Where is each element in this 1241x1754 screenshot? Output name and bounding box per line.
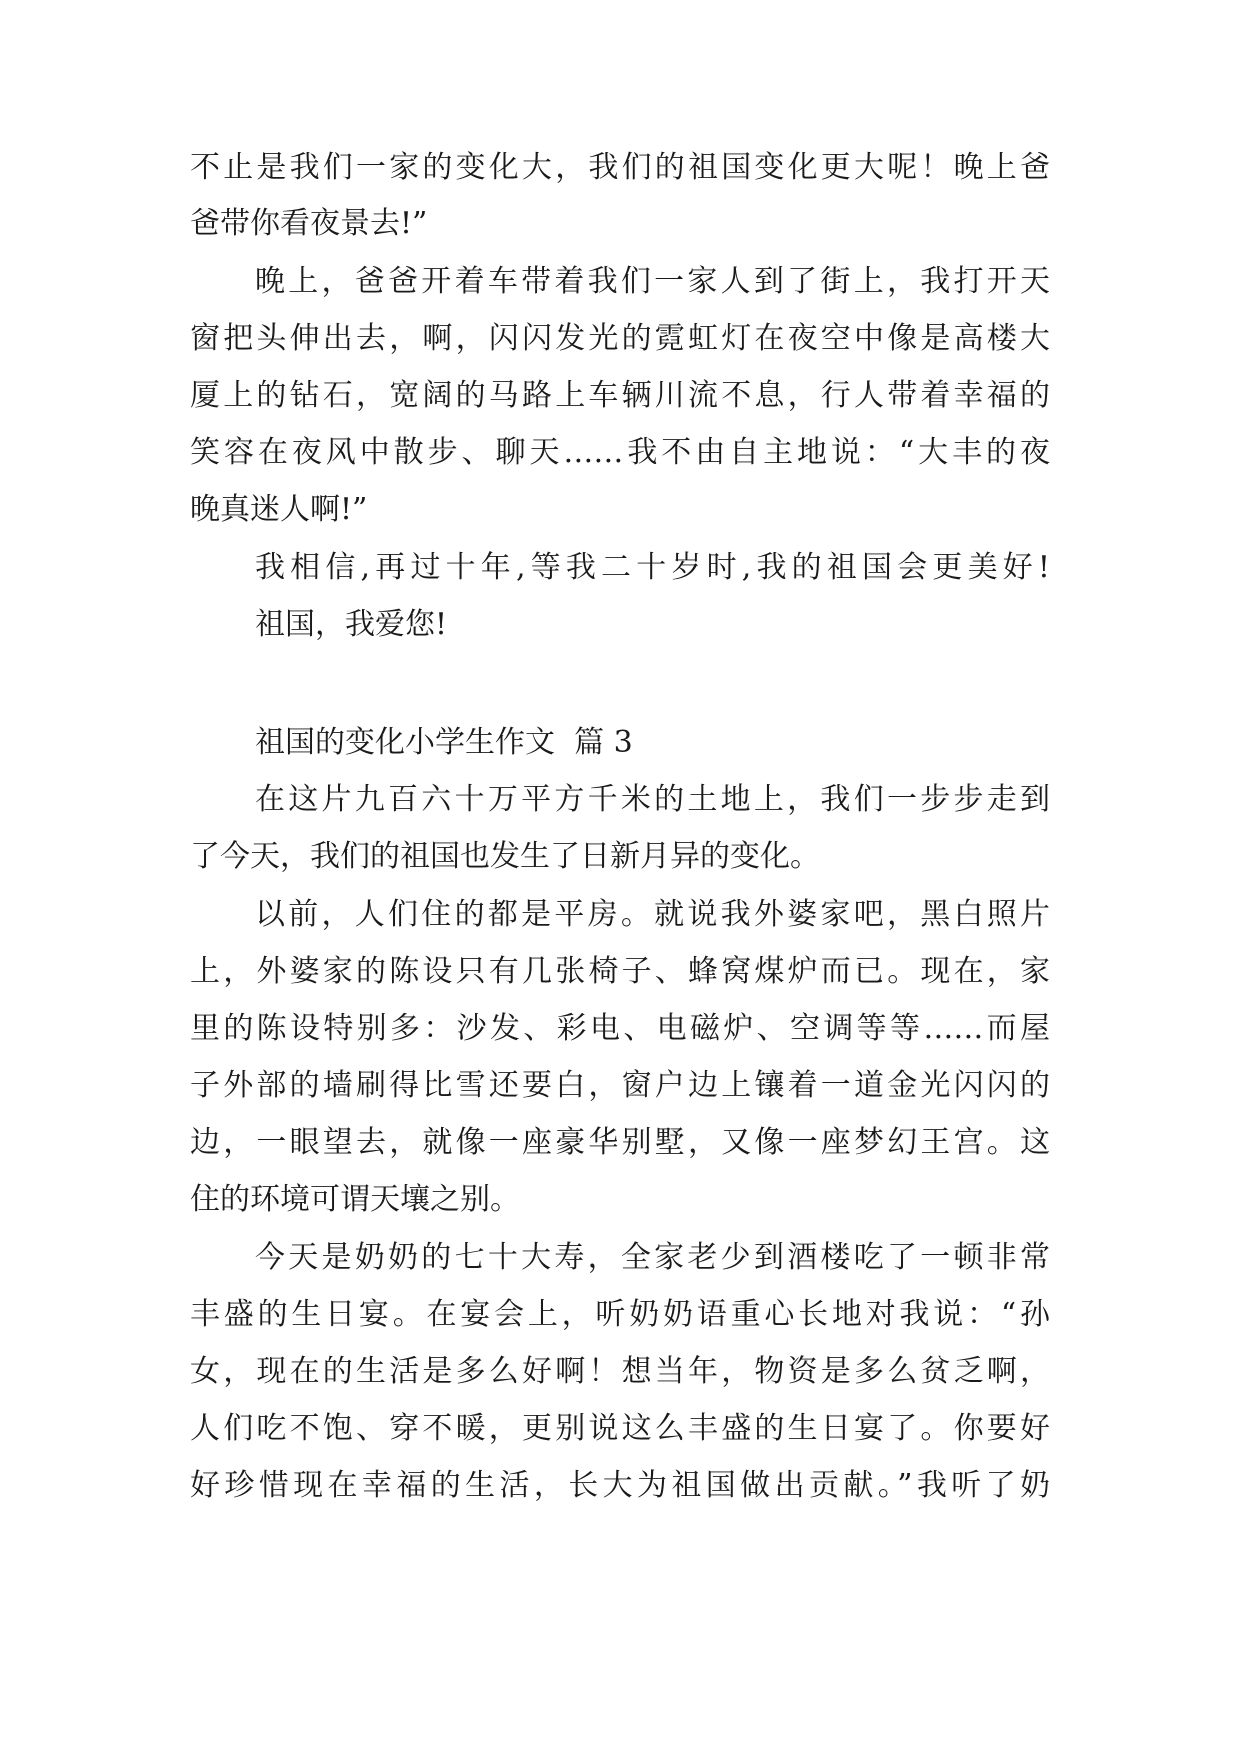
paragraph-line: 了今天，我们的祖国也发生了日新月异的变化。: [190, 839, 820, 874]
paragraph-line: 住的环境可谓天壤之别。: [190, 1182, 520, 1217]
paragraph-line: 人们吃不饱、穿不暖，更别说这么丰盛的生日宴了。你要好: [190, 1411, 1050, 1446]
paragraph-line: 我相信,再过十年,等我二十岁时,我的祖国会更美好!: [255, 550, 1050, 585]
paragraph-line: 子外部的墙刷得比雪还要白，窗户边上镶着一道金光闪闪的: [190, 1068, 1050, 1103]
paragraph-line: 丰盛的生日宴。在宴会上，听奶奶语重心长地对我说：“孙: [190, 1297, 1050, 1332]
paragraph-line: 好珍惜现在幸福的生活，长大为祖国做出贡献。”我听了奶: [190, 1468, 1050, 1503]
paragraph-line: 上，外婆家的陈设只有几张椅子、蜂窝煤炉而已。现在，家: [190, 954, 1050, 989]
paragraph-line: 不止是我们一家的变化大，我们的祖国变化更大呢！晚上爸: [190, 150, 1050, 185]
paragraph-line: 爸带你看夜景去!”: [190, 206, 428, 241]
paragraph-line: 里的陈设特别多：沙发、彩电、电磁炉、空调等等……而屋: [190, 1011, 1050, 1046]
section-title: 祖国的变化小学生作文 篇 3: [255, 725, 633, 760]
paragraph-line: 笑容在夜风中散步、聊天……我不由自主地说：“大丰的夜: [190, 435, 1050, 470]
paragraph-line: 晚真迷人啊!”: [190, 492, 368, 527]
paragraph-line: 今天是奶奶的七十大寿，全家老少到酒楼吃了一顿非常: [255, 1240, 1050, 1275]
paragraph-line: 以前，人们住的都是平房。就说我外婆家吧，黑白照片: [255, 897, 1050, 932]
paragraph-line: 窗把头伸出去，啊，闪闪发光的霓虹灯在夜空中像是高楼大: [190, 321, 1050, 356]
paragraph-line: 祖国，我爱您!: [255, 607, 448, 642]
paragraph-line: 厦上的钻石，宽阔的马路上车辆川流不息，行人带着幸福的: [190, 378, 1050, 413]
paragraph-line: 在这片九百六十万平方千米的土地上，我们一步步走到: [255, 782, 1050, 817]
paragraph-line: 边，一眼望去，就像一座豪华别墅，又像一座梦幻王宫。这: [190, 1125, 1050, 1160]
paragraph-line: 晚上，爸爸开着车带着我们一家人到了街上，我打开天: [255, 264, 1050, 299]
paragraph-line: 女，现在的生活是多么好啊！想当年，物资是多么贫乏啊，: [190, 1354, 1050, 1389]
